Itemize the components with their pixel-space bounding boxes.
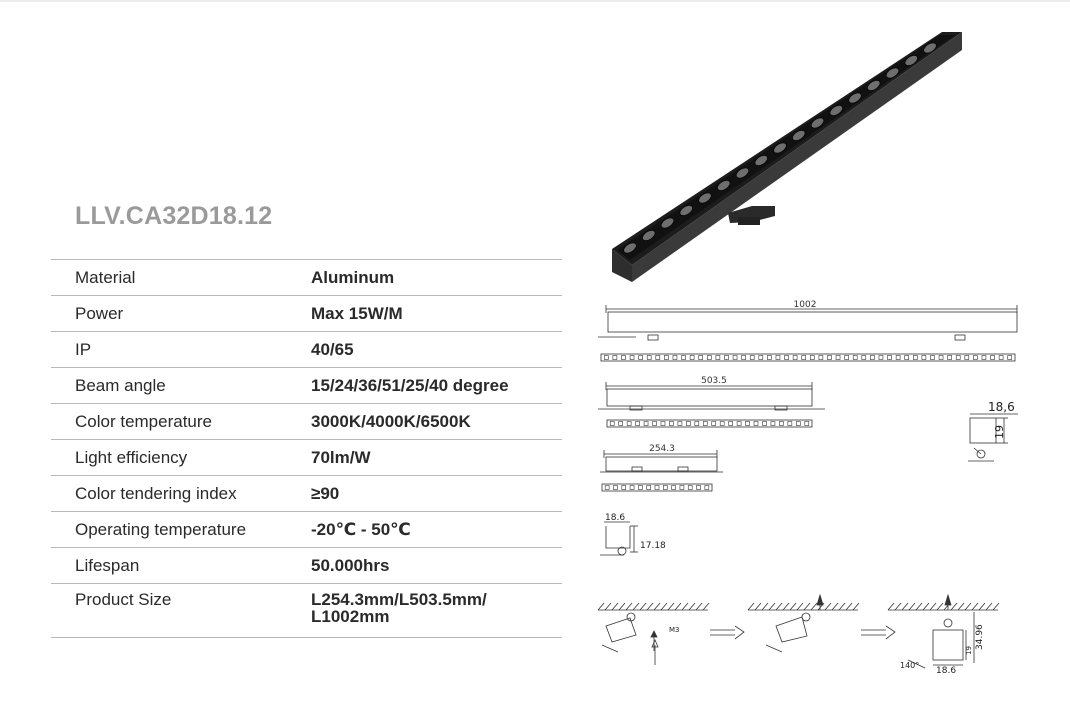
led-chip-icon — [853, 356, 857, 360]
led-chip-icon — [647, 486, 651, 490]
dimension-503-label: 503.5 — [701, 376, 727, 386]
spec-row-beam-angle — [51, 368, 562, 404]
spec-value: -20℃ - 50℃ — [311, 519, 411, 539]
led-chip-icon — [939, 356, 943, 360]
spec-row-material — [51, 260, 562, 296]
led-chip-icon — [754, 422, 758, 426]
mount-inner-height-label: 19 — [965, 646, 973, 655]
spec-table — [51, 259, 562, 638]
led-chip-icon — [686, 422, 690, 426]
led-chip-icon — [605, 486, 609, 490]
led-chip-icon — [999, 356, 1003, 360]
size-line-2: L1002mm — [311, 607, 390, 626]
led-chip-icon — [793, 356, 797, 360]
bracket-section-drawing — [600, 522, 638, 555]
spec-value: 3000K/4000K/6500K — [311, 411, 471, 431]
led-chip-icon — [982, 356, 986, 360]
led-chip-icon — [896, 356, 900, 360]
led-chip-icon — [948, 356, 952, 360]
linear-light-fixture-image — [612, 32, 962, 282]
led-chip-icon — [672, 486, 676, 490]
led-chip-icon — [802, 356, 806, 360]
spec-value: 50.000hrs — [311, 555, 390, 575]
led-chip-icon — [627, 422, 631, 426]
led-chip-icon — [638, 486, 642, 490]
led-chip-icon — [619, 422, 623, 426]
dimension-254-label: 254.3 — [649, 444, 675, 454]
spec-label: IP — [75, 339, 92, 359]
led-chip-icon — [613, 486, 617, 490]
led-chip-icon — [836, 356, 840, 360]
led-chip-icon — [737, 422, 741, 426]
led-chip-icon — [785, 356, 789, 360]
drawing-254 — [600, 450, 723, 491]
top-divider — [0, 0, 1070, 2]
led-chip-icon — [699, 356, 703, 360]
led-chip-icon — [905, 356, 909, 360]
led-chip-icon — [604, 356, 608, 360]
led-chip-icon — [621, 356, 625, 360]
dimension-1002-label: 1002 — [793, 300, 817, 310]
spec-label: Material — [75, 267, 136, 287]
led-chip-icon — [779, 422, 783, 426]
led-chip-icon — [613, 356, 617, 360]
led-chip-icon — [712, 422, 716, 426]
bracket-height-label: 17.18 — [640, 541, 666, 551]
led-chip-icon — [720, 422, 724, 426]
led-chip-icon — [673, 356, 677, 360]
spec-label: Color tendering index — [75, 483, 237, 503]
led-chip-icon — [705, 486, 709, 490]
led-chip-icon — [724, 356, 728, 360]
led-chip-icon — [845, 356, 849, 360]
led-chip-icon — [707, 356, 711, 360]
technical-drawings — [590, 20, 1030, 685]
spec-label: Power — [75, 303, 124, 323]
spec-row-lifespan — [51, 548, 562, 584]
spec-label: Light efficiency — [75, 447, 188, 467]
led-chip-icon — [922, 356, 926, 360]
drawing-1002 — [598, 305, 1017, 361]
bracket-width-label: 18.6 — [605, 513, 626, 523]
led-chip-icon — [682, 356, 686, 360]
spec-row-power — [51, 296, 562, 332]
led-chip-icon — [930, 356, 934, 360]
drawing-503 — [598, 382, 825, 427]
mount-angle-label: 140° — [900, 661, 920, 670]
spec-row-color-temperature — [51, 404, 562, 440]
led-chip-icon — [647, 356, 651, 360]
led-chip-icon — [762, 422, 766, 426]
led-chip-icon — [965, 356, 969, 360]
led-chip-icon — [695, 422, 699, 426]
mount-height-label: 34.96 — [975, 624, 985, 650]
led-chip-icon — [622, 486, 626, 490]
spec-row-operating-temperature — [51, 512, 562, 548]
spec-row-product-size — [51, 584, 562, 638]
spec-label: Color temperature — [75, 411, 213, 431]
spec-value: ≥90 — [311, 483, 340, 503]
led-chip-icon — [870, 356, 874, 360]
led-chip-icon — [680, 486, 684, 490]
spec-value: 40/65 — [311, 339, 354, 359]
mount-width-label: 18.6 — [936, 666, 957, 676]
spec-value: Max 15W/M — [311, 303, 403, 323]
led-chip-icon — [653, 422, 657, 426]
led-chip-icon — [716, 356, 720, 360]
led-chip-icon — [742, 356, 746, 360]
screw-m3-label: M3 — [669, 626, 680, 634]
led-chip-icon — [610, 422, 614, 426]
led-chip-icon — [913, 356, 917, 360]
led-chip-icon — [663, 486, 667, 490]
installation-steps-drawing — [598, 595, 999, 668]
led-chip-icon — [661, 422, 665, 426]
spec-label: Lifespan — [75, 555, 140, 575]
led-chip-icon — [690, 356, 694, 360]
led-chip-icon — [819, 356, 823, 360]
led-chip-icon — [639, 356, 643, 360]
led-chip-icon — [956, 356, 960, 360]
spec-label: Product Size — [75, 590, 172, 609]
led-chip-icon — [703, 422, 707, 426]
led-chip-icon — [688, 486, 692, 490]
led-chip-icon — [729, 422, 733, 426]
led-chip-icon — [678, 422, 682, 426]
spec-value — [311, 584, 562, 638]
led-chip-icon — [746, 422, 750, 426]
led-chip-icon — [879, 356, 883, 360]
led-chip-icon — [630, 486, 634, 490]
spec-label: Operating temperature — [75, 519, 247, 539]
led-chip-icon — [862, 356, 866, 360]
led-chip-icon — [630, 356, 634, 360]
spec-value: 70lm/W — [311, 447, 371, 467]
led-chip-icon — [991, 356, 995, 360]
led-chip-icon — [697, 486, 701, 490]
led-chip-icon — [796, 422, 800, 426]
profile-height-label: 19 — [993, 425, 1006, 439]
led-chip-icon — [888, 356, 892, 360]
led-chip-icon — [750, 356, 754, 360]
led-chip-icon — [644, 422, 648, 426]
spec-value: Aluminum — [311, 267, 395, 287]
spec-row-ip — [51, 332, 562, 368]
led-chip-icon — [767, 356, 771, 360]
led-chip-icon — [776, 356, 780, 360]
led-chip-icon — [788, 422, 792, 426]
product-model-title: LLV.CA32D18.12 — [75, 202, 273, 230]
led-chip-icon — [973, 356, 977, 360]
spec-row-light-efficiency — [51, 440, 562, 476]
led-chip-icon — [771, 422, 775, 426]
led-chip-icon — [733, 356, 737, 360]
profile-width-label: 18,6 — [988, 400, 1015, 414]
spec-value: 15/24/36/51/25/40 degree — [311, 375, 509, 395]
led-chip-icon — [827, 356, 831, 360]
led-chip-icon — [759, 356, 763, 360]
led-chip-icon — [669, 422, 673, 426]
size-line-1: L254.3mm/L503.5mm/ — [311, 590, 487, 609]
led-chip-icon — [664, 356, 668, 360]
led-chip-icon — [636, 422, 640, 426]
led-chip-icon — [655, 486, 659, 490]
spec-row-cri — [51, 476, 562, 512]
led-chip-icon — [805, 422, 809, 426]
led-chip-icon — [656, 356, 660, 360]
led-chip-icon — [810, 356, 814, 360]
led-chip-icon — [1008, 356, 1012, 360]
spec-label: Beam angle — [75, 375, 166, 395]
